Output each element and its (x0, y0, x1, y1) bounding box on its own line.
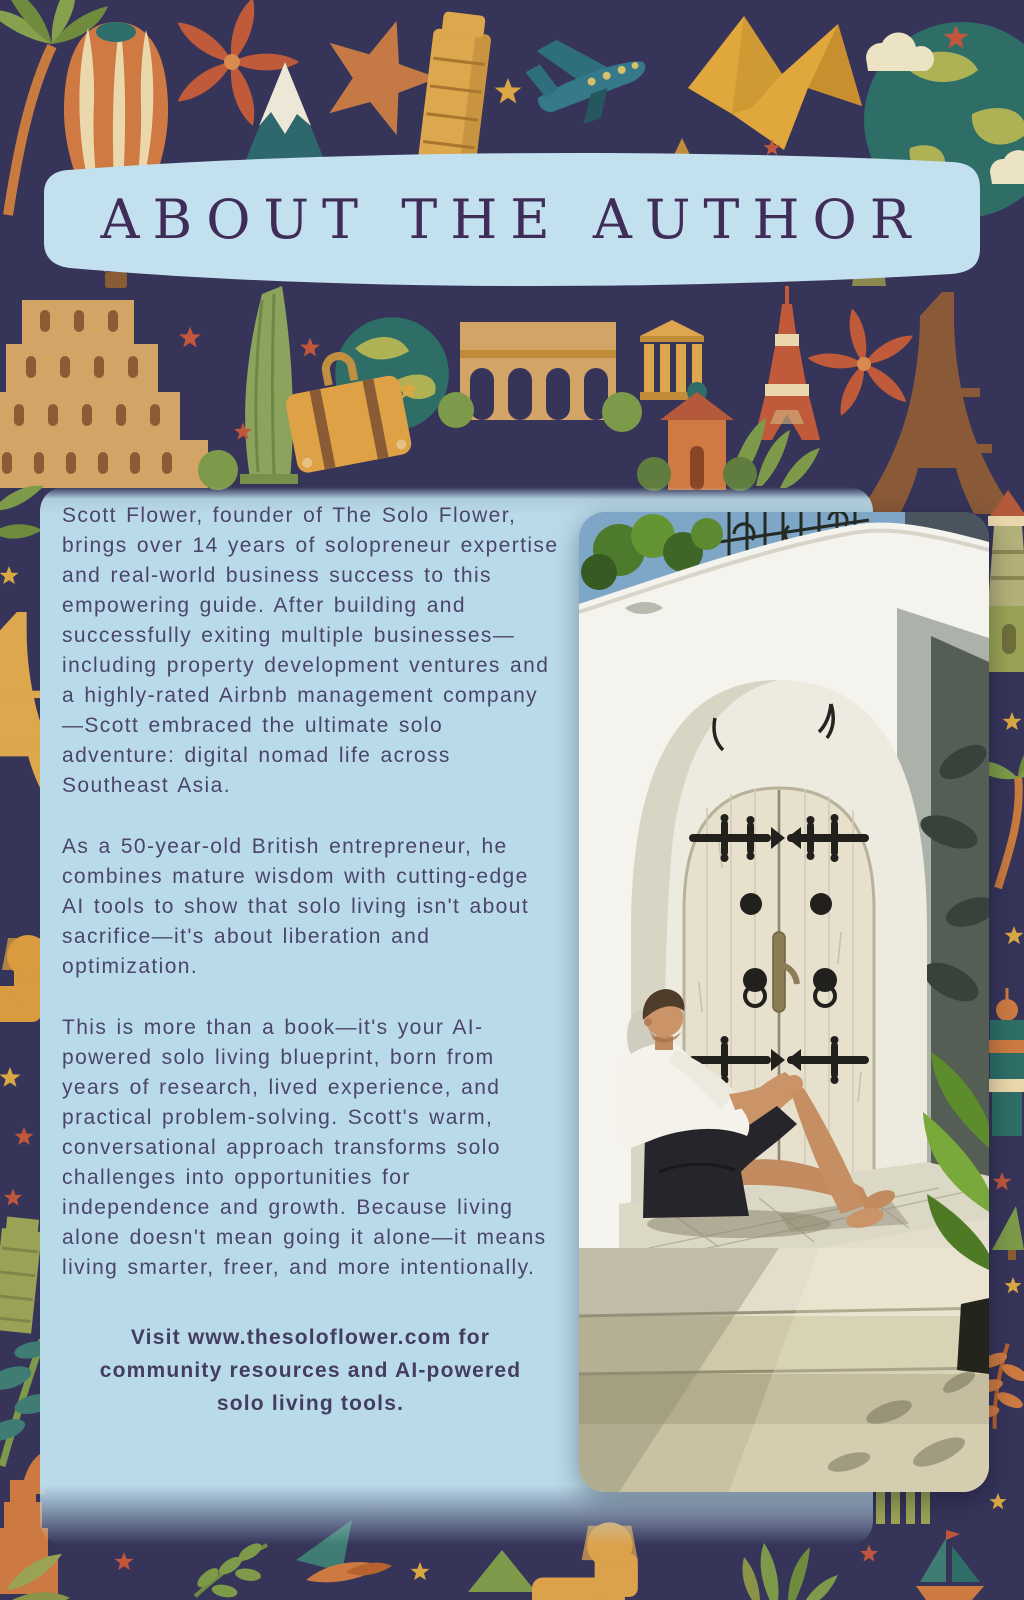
bio-paragraph: This is more than a book—it's your AI-powered solo living blueprint, born from years of research, lived experience, and practical problem-solving. Scott's warm, conversational approach transforms solo challenges into opportunities for independence and growth. Because living alone doesn't mean going it alone—it means living smarter, freer, and more intentionally. (62, 1016, 547, 1279)
bio-paragraph: As a 50-year-old British entrepreneur, he combines mature wisdom with cutting-edge AI tools to show that solo living isn't about sacrifice—it's about liberation and optimization. (62, 835, 530, 978)
aqueduct-icon (438, 322, 642, 432)
bio-paragraph: Scott Flower, founder of The Solo Flower, brings over 14 years of solopreneur expertise and real-world business success to this empowering guide. After building and successfully exiting multiple businesses—including property development ventures and a highly-rated Airbnb management company—Scott embraced the ultimate solo adventure: digital nomad life across Southeast Asia. (62, 504, 559, 797)
author-photo-scene (579, 512, 989, 1492)
cta-line: community resources and AI-powered (99, 1359, 522, 1382)
cta-line: solo living tools. (216, 1392, 405, 1415)
website-cta (62, 1321, 559, 1420)
author-photo (579, 512, 989, 1492)
cta-line: Visit www.thesoloflower.com for (130, 1326, 491, 1349)
author-bio (62, 501, 559, 1420)
lighthouse-icon (986, 490, 1024, 672)
page-title: ABOUT THE AUTHOR (100, 187, 924, 251)
title-banner (40, 144, 984, 294)
stone-steps (579, 1218, 989, 1492)
